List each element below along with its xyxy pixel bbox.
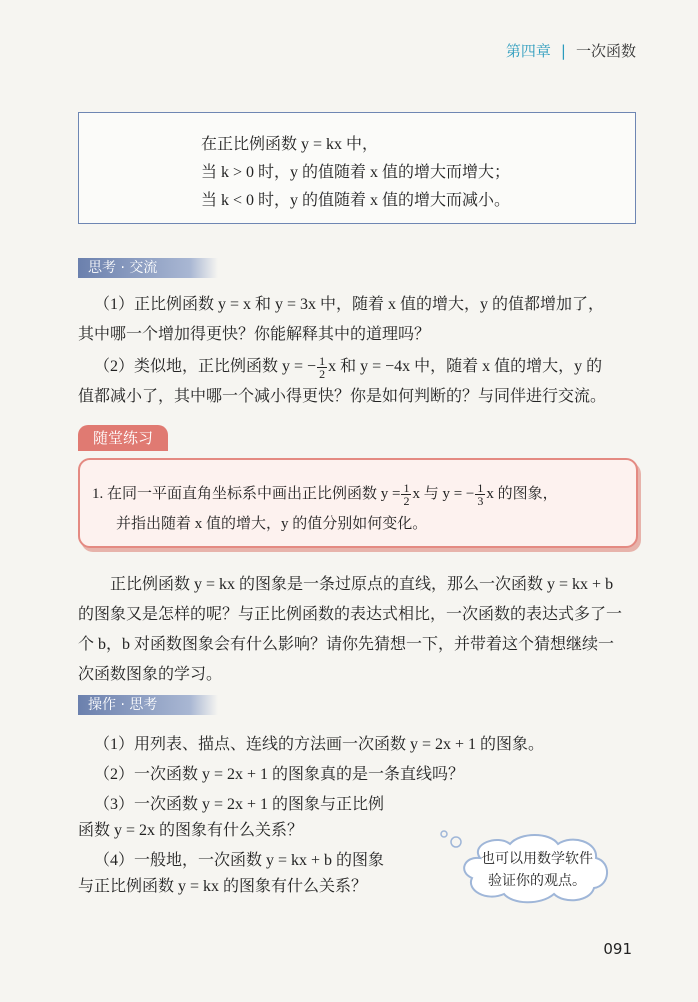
think-q2-line2: 值都减小了，其中哪一个减小得更快？你是如何判断的？与同伴进行交流。: [78, 388, 607, 405]
fraction-one-half: [317, 355, 327, 380]
fraction-numerator: 1: [477, 481, 484, 496]
think-q1-line1: （1）正比例函数 y = x 和 y = 3x 中，随着 x 值的增大，y 的值都增加了，: [94, 296, 605, 313]
think-q2-line1: [78, 352, 654, 382]
fraction-one-half: [401, 482, 411, 507]
cloud-line-2: 验证你的观点。: [488, 873, 586, 889]
think-discuss-tag: 思考 · 交流: [78, 258, 218, 278]
operate-q3-line1: （3）一次函数 y = 2x + 1 的图象与正比例: [94, 796, 385, 813]
operate-q3-line2: 函数 y = 2x 的图象有什么关系？: [78, 822, 304, 839]
fraction-denominator: 2: [319, 366, 326, 381]
page-header: [506, 40, 636, 61]
think-q1-line2: 其中哪一个增加得更快？你能解释其中的道理吗？: [78, 326, 431, 343]
practice-part-b: x 与 y = −: [412, 486, 475, 502]
operate-q4-line2: 与正比例函数 y = kx 的图象有什么关系？: [78, 878, 368, 895]
chapter-label: 第四章: [505, 42, 551, 60]
fraction-one-third: [475, 482, 485, 507]
cloud-line-1: 也可以用数学软件: [481, 851, 593, 867]
operate-q4-line1: （4）一般地，一次函数 y = kx + b 的图象: [94, 852, 385, 869]
property-box: [78, 112, 636, 224]
page-number: 091: [603, 940, 632, 958]
think-q2-part-a: （2）类似地，正比例函数 y = −: [94, 358, 317, 375]
header-separator: |: [560, 42, 566, 60]
body-line-1: 正比例函数 y = kx 的图象是一条过原点的直线，那么一次函数 y = kx + b: [110, 576, 614, 593]
fraction-numerator: 1: [403, 481, 410, 496]
box-line-2: 当 k > 0 时，y 的值随着 x 值的增大而增大；: [201, 164, 511, 181]
practice-box: [78, 458, 638, 548]
operate-q2: （2）一次函数 y = 2x + 1 的图象真的是一条直线吗？: [94, 766, 465, 783]
practice-part-a: 1. 在同一平面直角坐标系中画出正比例函数 y =: [92, 486, 401, 502]
operate-q1: （1）用列表、描点、连线的方法画一次函数 y = 2x + 1 的图象。: [94, 736, 545, 753]
practice-tag: 随堂练习: [78, 425, 168, 451]
body-line-2: 的图象又是怎样的呢？与正比例函数的表达式相比，一次函数的表达式多了一: [78, 606, 623, 623]
think-q2-part-b: x 和 y = −4x 中，随着 x 值的增大，y 的: [328, 358, 603, 375]
cloud-text: [462, 848, 612, 892]
operate-think-tag: 操作 · 思考: [78, 695, 218, 715]
practice-item-1-line2: 并指出随着 x 值的增大，y 的值分别如何变化。: [116, 516, 428, 532]
chapter-title: 一次函数: [575, 42, 636, 60]
box-line-3: 当 k < 0 时，y 的值随着 x 值的增大而减小。: [201, 192, 511, 209]
practice-part-c: x 的图象，: [486, 486, 558, 502]
practice-item-1-line1: [92, 482, 558, 507]
fraction-numerator: 1: [319, 353, 326, 368]
body-line-3: 个 b，b 对函数图象会有什么影响？请你先猜想一下，并带着这个猜想继续一: [78, 636, 615, 653]
box-line-1: 在正比例函数 y = kx 中，: [201, 136, 379, 153]
body-line-4: 次函数图象的学习。: [78, 666, 223, 683]
fraction-denominator: 2: [403, 494, 410, 509]
fraction-denominator: 3: [477, 494, 484, 509]
